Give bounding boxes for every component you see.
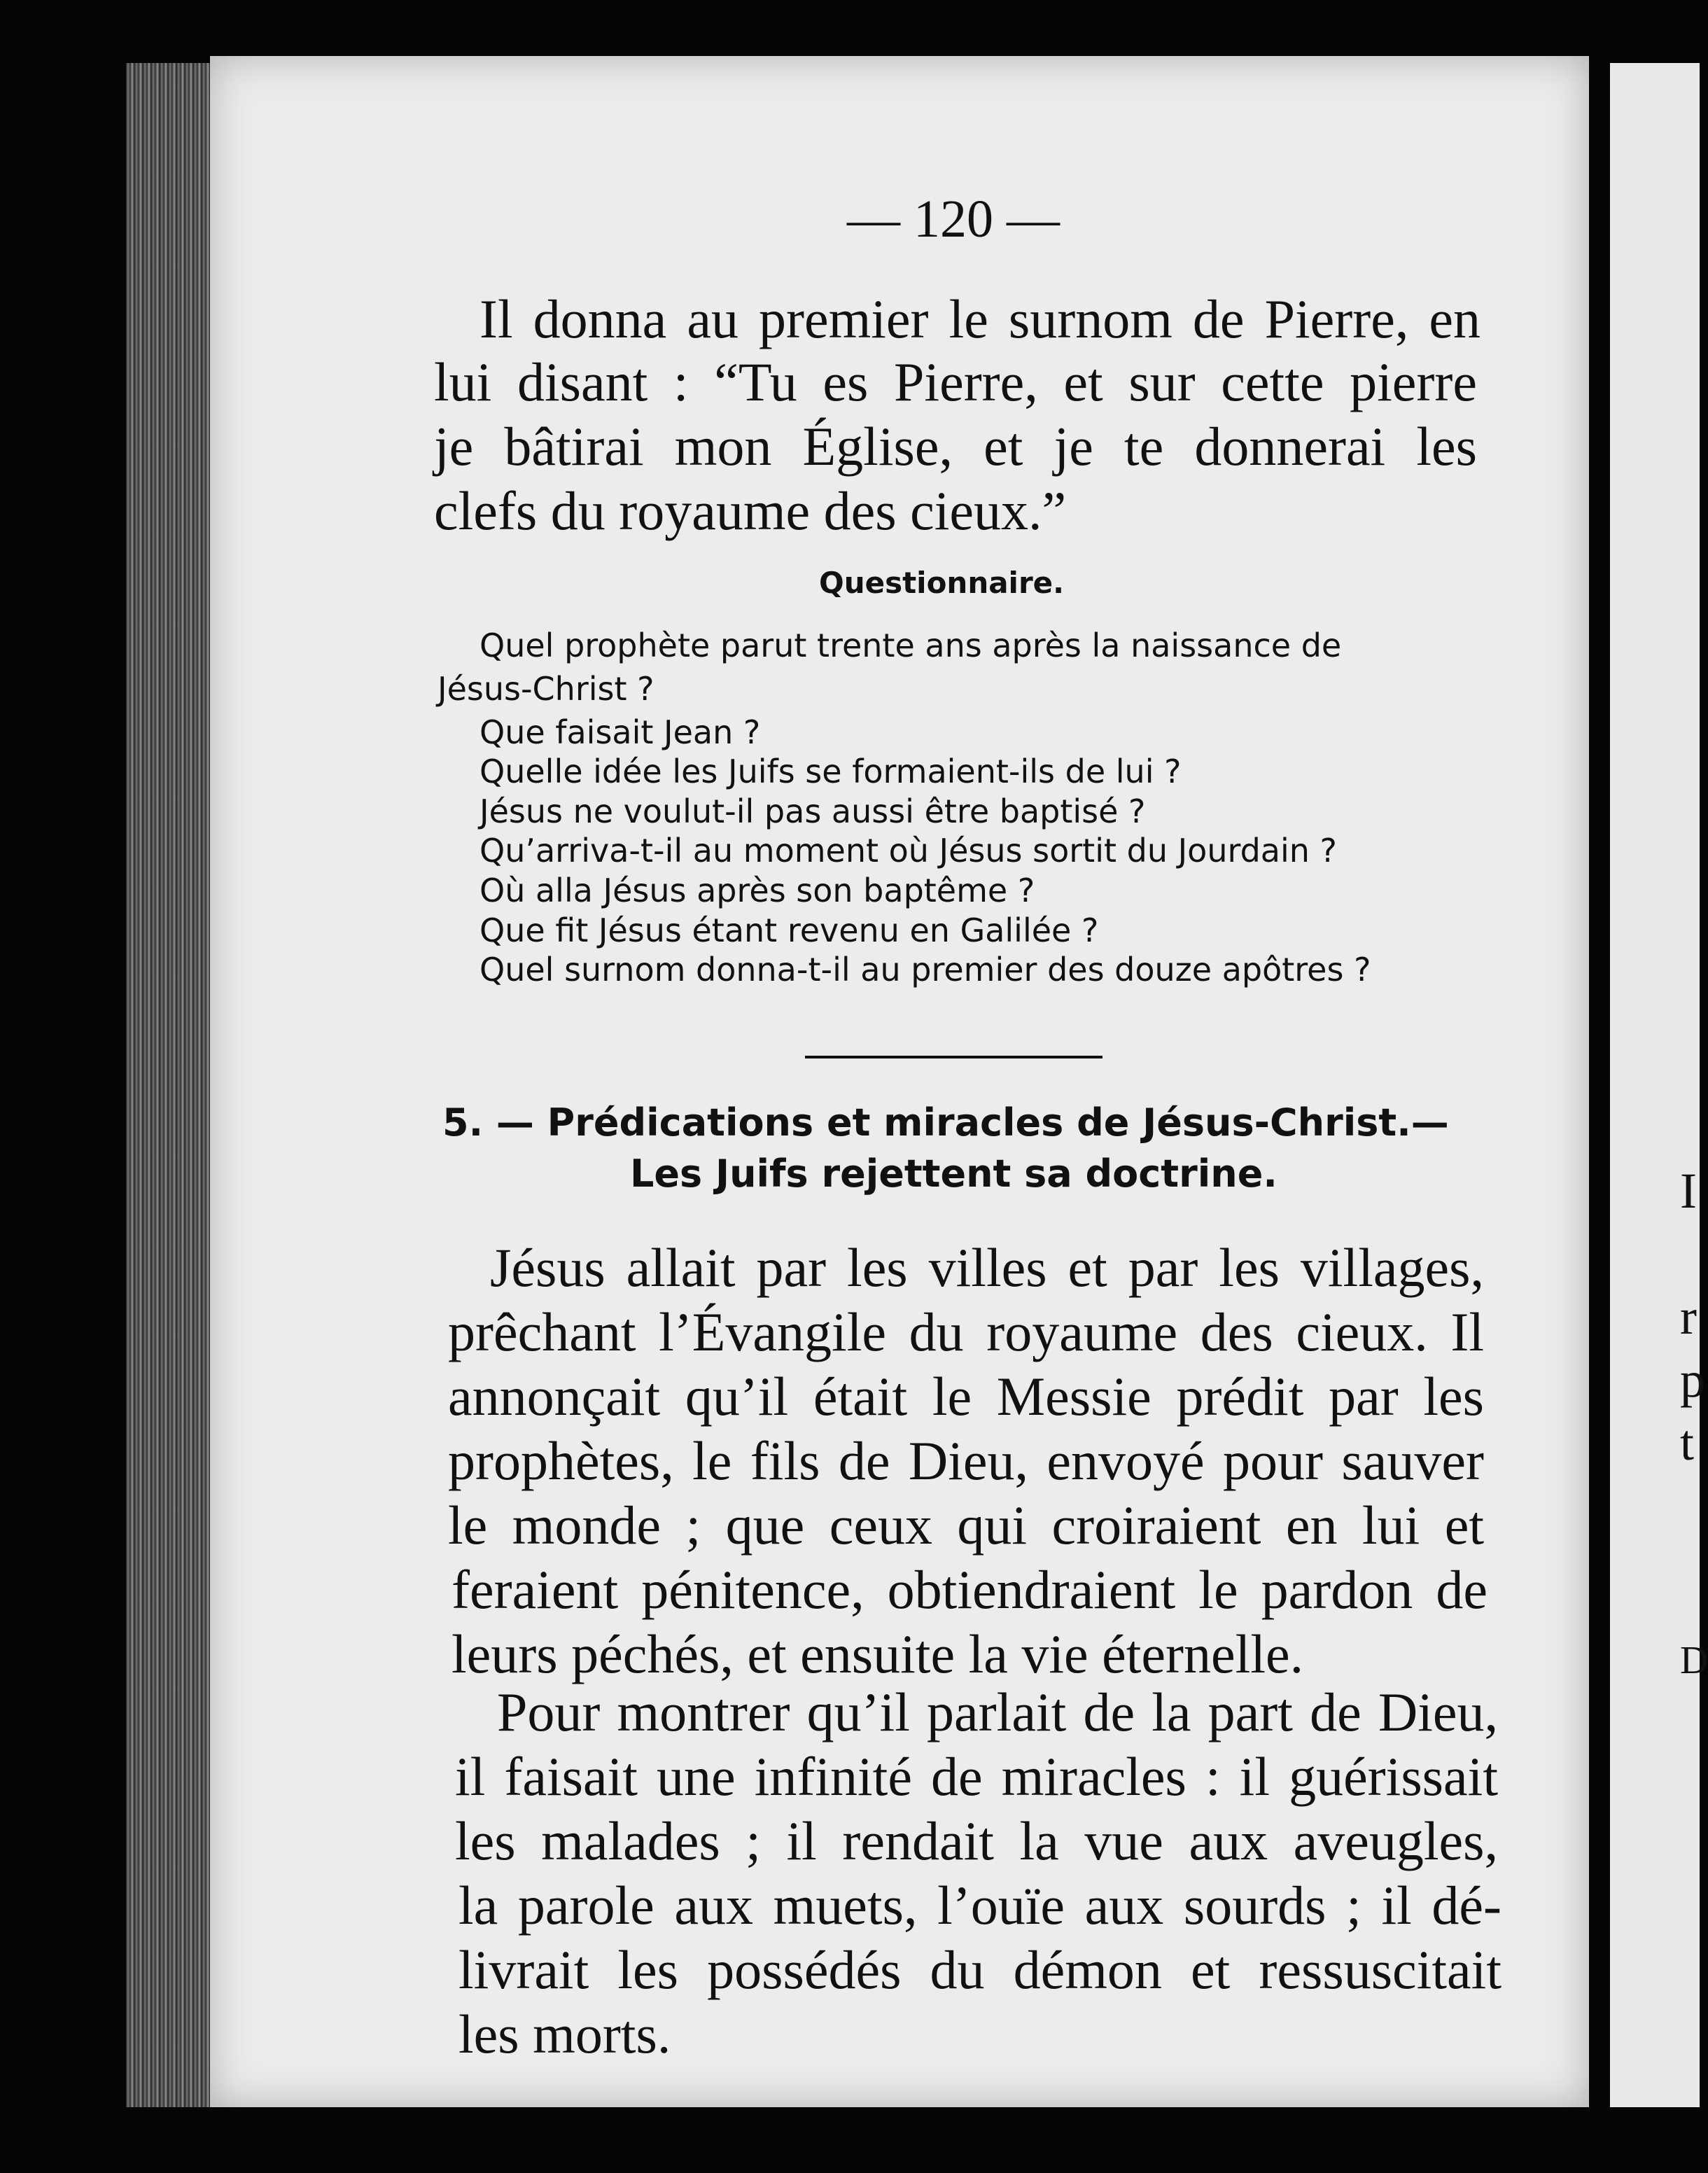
body-line: la parole aux muets, l’ouïe aux sourds ; il dé- — [458, 1875, 1502, 1936]
question-line: Quel prophète parut trente ans après la naissance de — [479, 627, 1342, 664]
body-line: Pour montrer qu’il parlait de la part de Dieu, — [497, 1682, 1498, 1742]
facing-page-fragment: t — [1680, 1415, 1695, 1471]
body-line: feraient pénitence, obtiendraient le pardon de — [451, 1559, 1488, 1620]
body-line: les malades ; il rendait la vue aux aveugles, — [455, 1810, 1498, 1871]
body-line: le monde ; que ceux qui croiraient en lui et — [448, 1495, 1484, 1556]
question-line: Qu’arriva-t-il au moment où Jésus sortit du Jourdain ? — [479, 832, 1337, 869]
section-title: 5. — Prédications et miracles de Jésus-Christ.— — [442, 1101, 1449, 1145]
body-line: il faisait une infinité de miracles : il guérissait — [455, 1746, 1498, 1807]
body-line: livrait les possédés du démon et ressuscitait — [458, 1939, 1502, 2000]
body-line: leurs péchés, et ensuite la vie éternelle. — [451, 1623, 1304, 1684]
facing-page-fragment: D — [1680, 1639, 1708, 1682]
facing-page-fragment: r — [1680, 1289, 1697, 1345]
facing-page-edge — [1610, 63, 1700, 2107]
questionnaire-heading: Questionnaire. — [819, 566, 1065, 600]
body-line: les morts. — [458, 2004, 671, 2064]
section-divider — [805, 1056, 1102, 1058]
body-line: Jésus allait par les villes et par les villages, — [490, 1237, 1484, 1298]
body-line: prophètes, le fils de Dieu, envoyé pour sauver — [448, 1430, 1484, 1491]
facing-page-fragment: I — [1680, 1163, 1697, 1219]
question-line: Jésus ne voulut-il pas aussi être baptisé ? — [479, 792, 1146, 830]
body-line: prêchant l’Évangile du royaume des cieux. Il — [448, 1301, 1484, 1362]
question-line: Où alla Jésus après son baptême ? — [479, 872, 1035, 909]
intro-line: je bâtirai mon Église, et je te donnerai les — [434, 416, 1477, 477]
question-line: Quel surnom donna-t-il au premier des douze apôtres ? — [479, 951, 1371, 988]
page-number: — 120 — — [847, 190, 1060, 249]
question-line: Que fit Jésus étant revenu en Galilée ? — [479, 911, 1099, 949]
intro-line: lui disant : “Tu es Pierre, et sur cette pierre — [434, 351, 1477, 412]
question-line: Jésus-Christ ? — [438, 670, 654, 708]
question-line: Quelle idée les Juifs se formaient-ils de lui ? — [479, 753, 1182, 790]
intro-line: clefs du royaume des cieux.” — [434, 480, 1067, 541]
section-subtitle: Les Juifs rejettent sa doctrine. — [630, 1152, 1278, 1196]
facing-page-fragment: p — [1680, 1352, 1705, 1408]
body-line: annonçait qu’il était le Messie prédit par les — [448, 1366, 1484, 1427]
intro-line: Il donna au premier le surnom de Pierre, en — [479, 288, 1480, 349]
question-line: Que faisait Jean ? — [479, 713, 761, 751]
